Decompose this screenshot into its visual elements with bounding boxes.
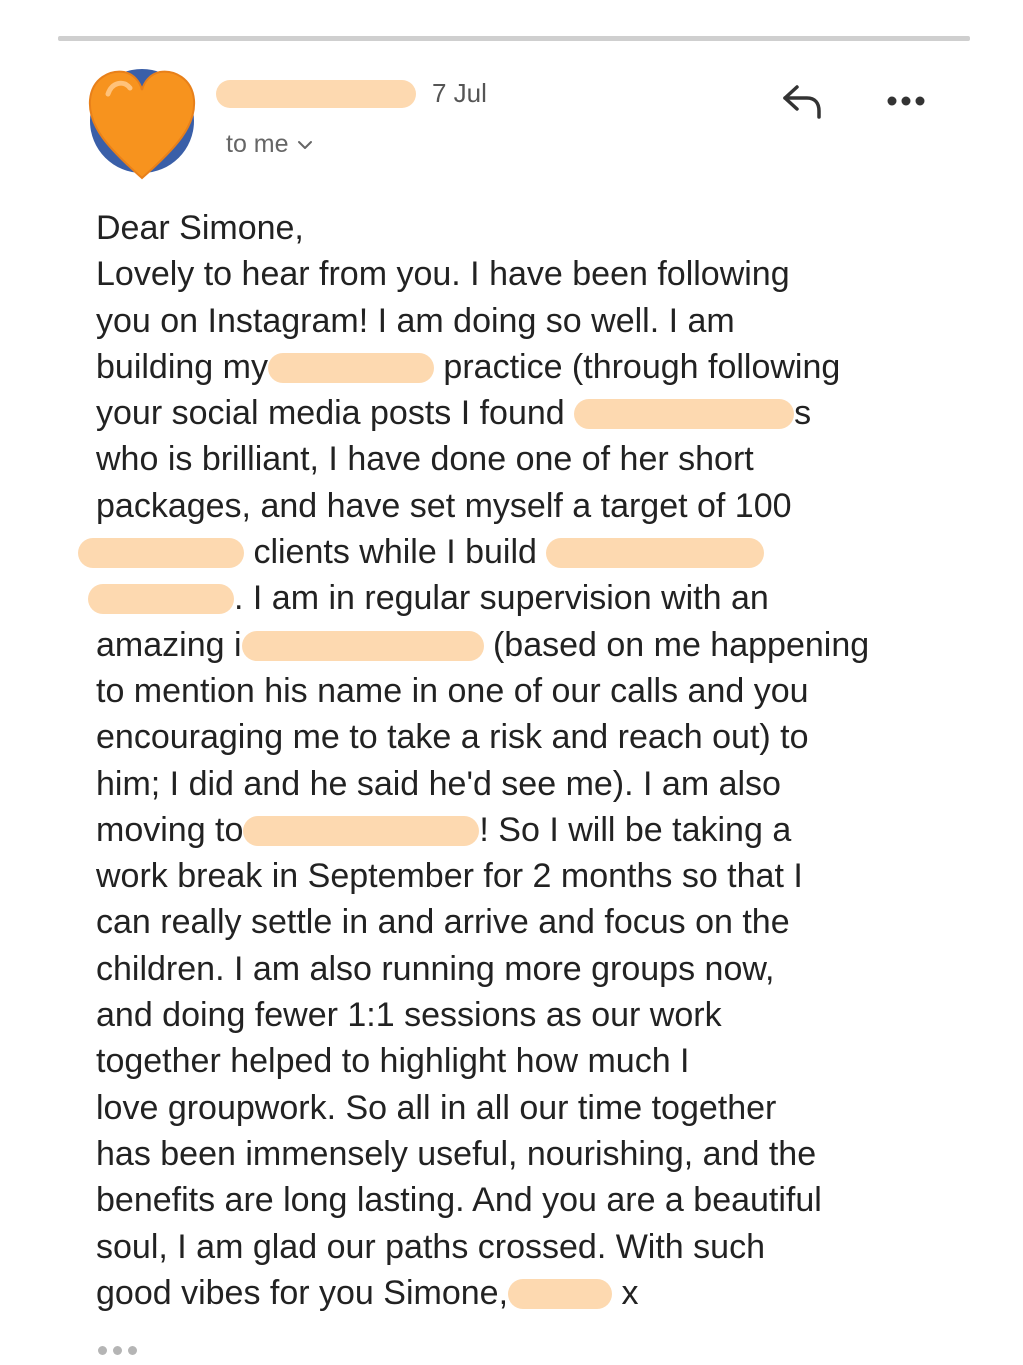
- more-horizontal-icon: [886, 95, 926, 107]
- body-line: . I am in regular supervision with an: [88, 575, 956, 621]
- redaction-bar: [508, 1279, 612, 1309]
- body-line: soul, I am glad our paths crossed. With such: [96, 1227, 765, 1266]
- recipient-toggle[interactable]: [226, 130, 313, 159]
- email-body: [96, 205, 956, 1316]
- body-line: work break in September for 2 months so that I: [96, 857, 803, 896]
- body-line: and doing fewer 1:1 sessions as our work: [96, 996, 722, 1035]
- body-line: children. I am also running more groups now,: [96, 949, 775, 988]
- top-divider: [58, 36, 970, 41]
- redaction-bar: [546, 538, 764, 568]
- reply-button[interactable]: [776, 78, 828, 124]
- body-line: clients while I build: [78, 529, 956, 575]
- body-line: together helped to highlight how much I: [96, 1042, 690, 1081]
- redaction-bar: [88, 584, 234, 614]
- ellipsis-icon: [128, 1346, 137, 1355]
- ellipsis-icon: [98, 1346, 107, 1355]
- body-line: love groupwork. So all in all our time together: [96, 1088, 777, 1127]
- body-line: encouraging me to take a risk and reach out) to: [96, 718, 809, 757]
- body-line: has been immensely useful, nourishing, and the: [96, 1134, 817, 1173]
- body-line: your social media posts I found s: [96, 394, 812, 433]
- body-line: benefits are long lasting. And you are a beautiful: [96, 1181, 822, 1220]
- redaction-bar: [242, 631, 484, 661]
- body-line: amazing i (based on me happening: [96, 625, 870, 664]
- redaction-bar: [78, 538, 244, 568]
- body-line: who is brilliant, I have done one of her short: [96, 440, 754, 479]
- redaction-bar: [243, 816, 479, 846]
- body-line: building my practice (through following: [96, 347, 841, 386]
- redaction-bar: [574, 399, 794, 429]
- body-line: Lovely to hear from you. I have been following: [96, 255, 790, 294]
- body-line: to mention his name in one of our calls and you: [96, 671, 809, 710]
- reply-arrow-icon: [779, 81, 825, 121]
- body-line: good vibes for you Simone, x: [96, 1273, 639, 1312]
- body-line: can really settle in and arrive and focus on the: [96, 903, 790, 942]
- body-line: packages, and have set myself a target of 100: [96, 486, 792, 525]
- more-options-button[interactable]: [880, 86, 932, 116]
- body-line: him; I did and he said he'd see me). I am also: [96, 764, 781, 803]
- redaction-bar: [268, 353, 434, 383]
- ellipsis-icon: [113, 1346, 122, 1355]
- sender-name-redacted: [216, 80, 416, 108]
- email-date: 7 Jul: [432, 78, 487, 108]
- orange-heart-avatar[interactable]: [86, 66, 198, 184]
- chevron-down-icon: [297, 139, 313, 151]
- recipient-label: to me: [226, 130, 289, 158]
- show-trimmed-content-button[interactable]: [98, 1346, 137, 1355]
- body-line: you on Instagram! I am doing so well. I am: [96, 301, 735, 340]
- body-line: Dear Simone,: [96, 209, 304, 247]
- body-line: moving to ! So I will be taking a: [96, 810, 792, 849]
